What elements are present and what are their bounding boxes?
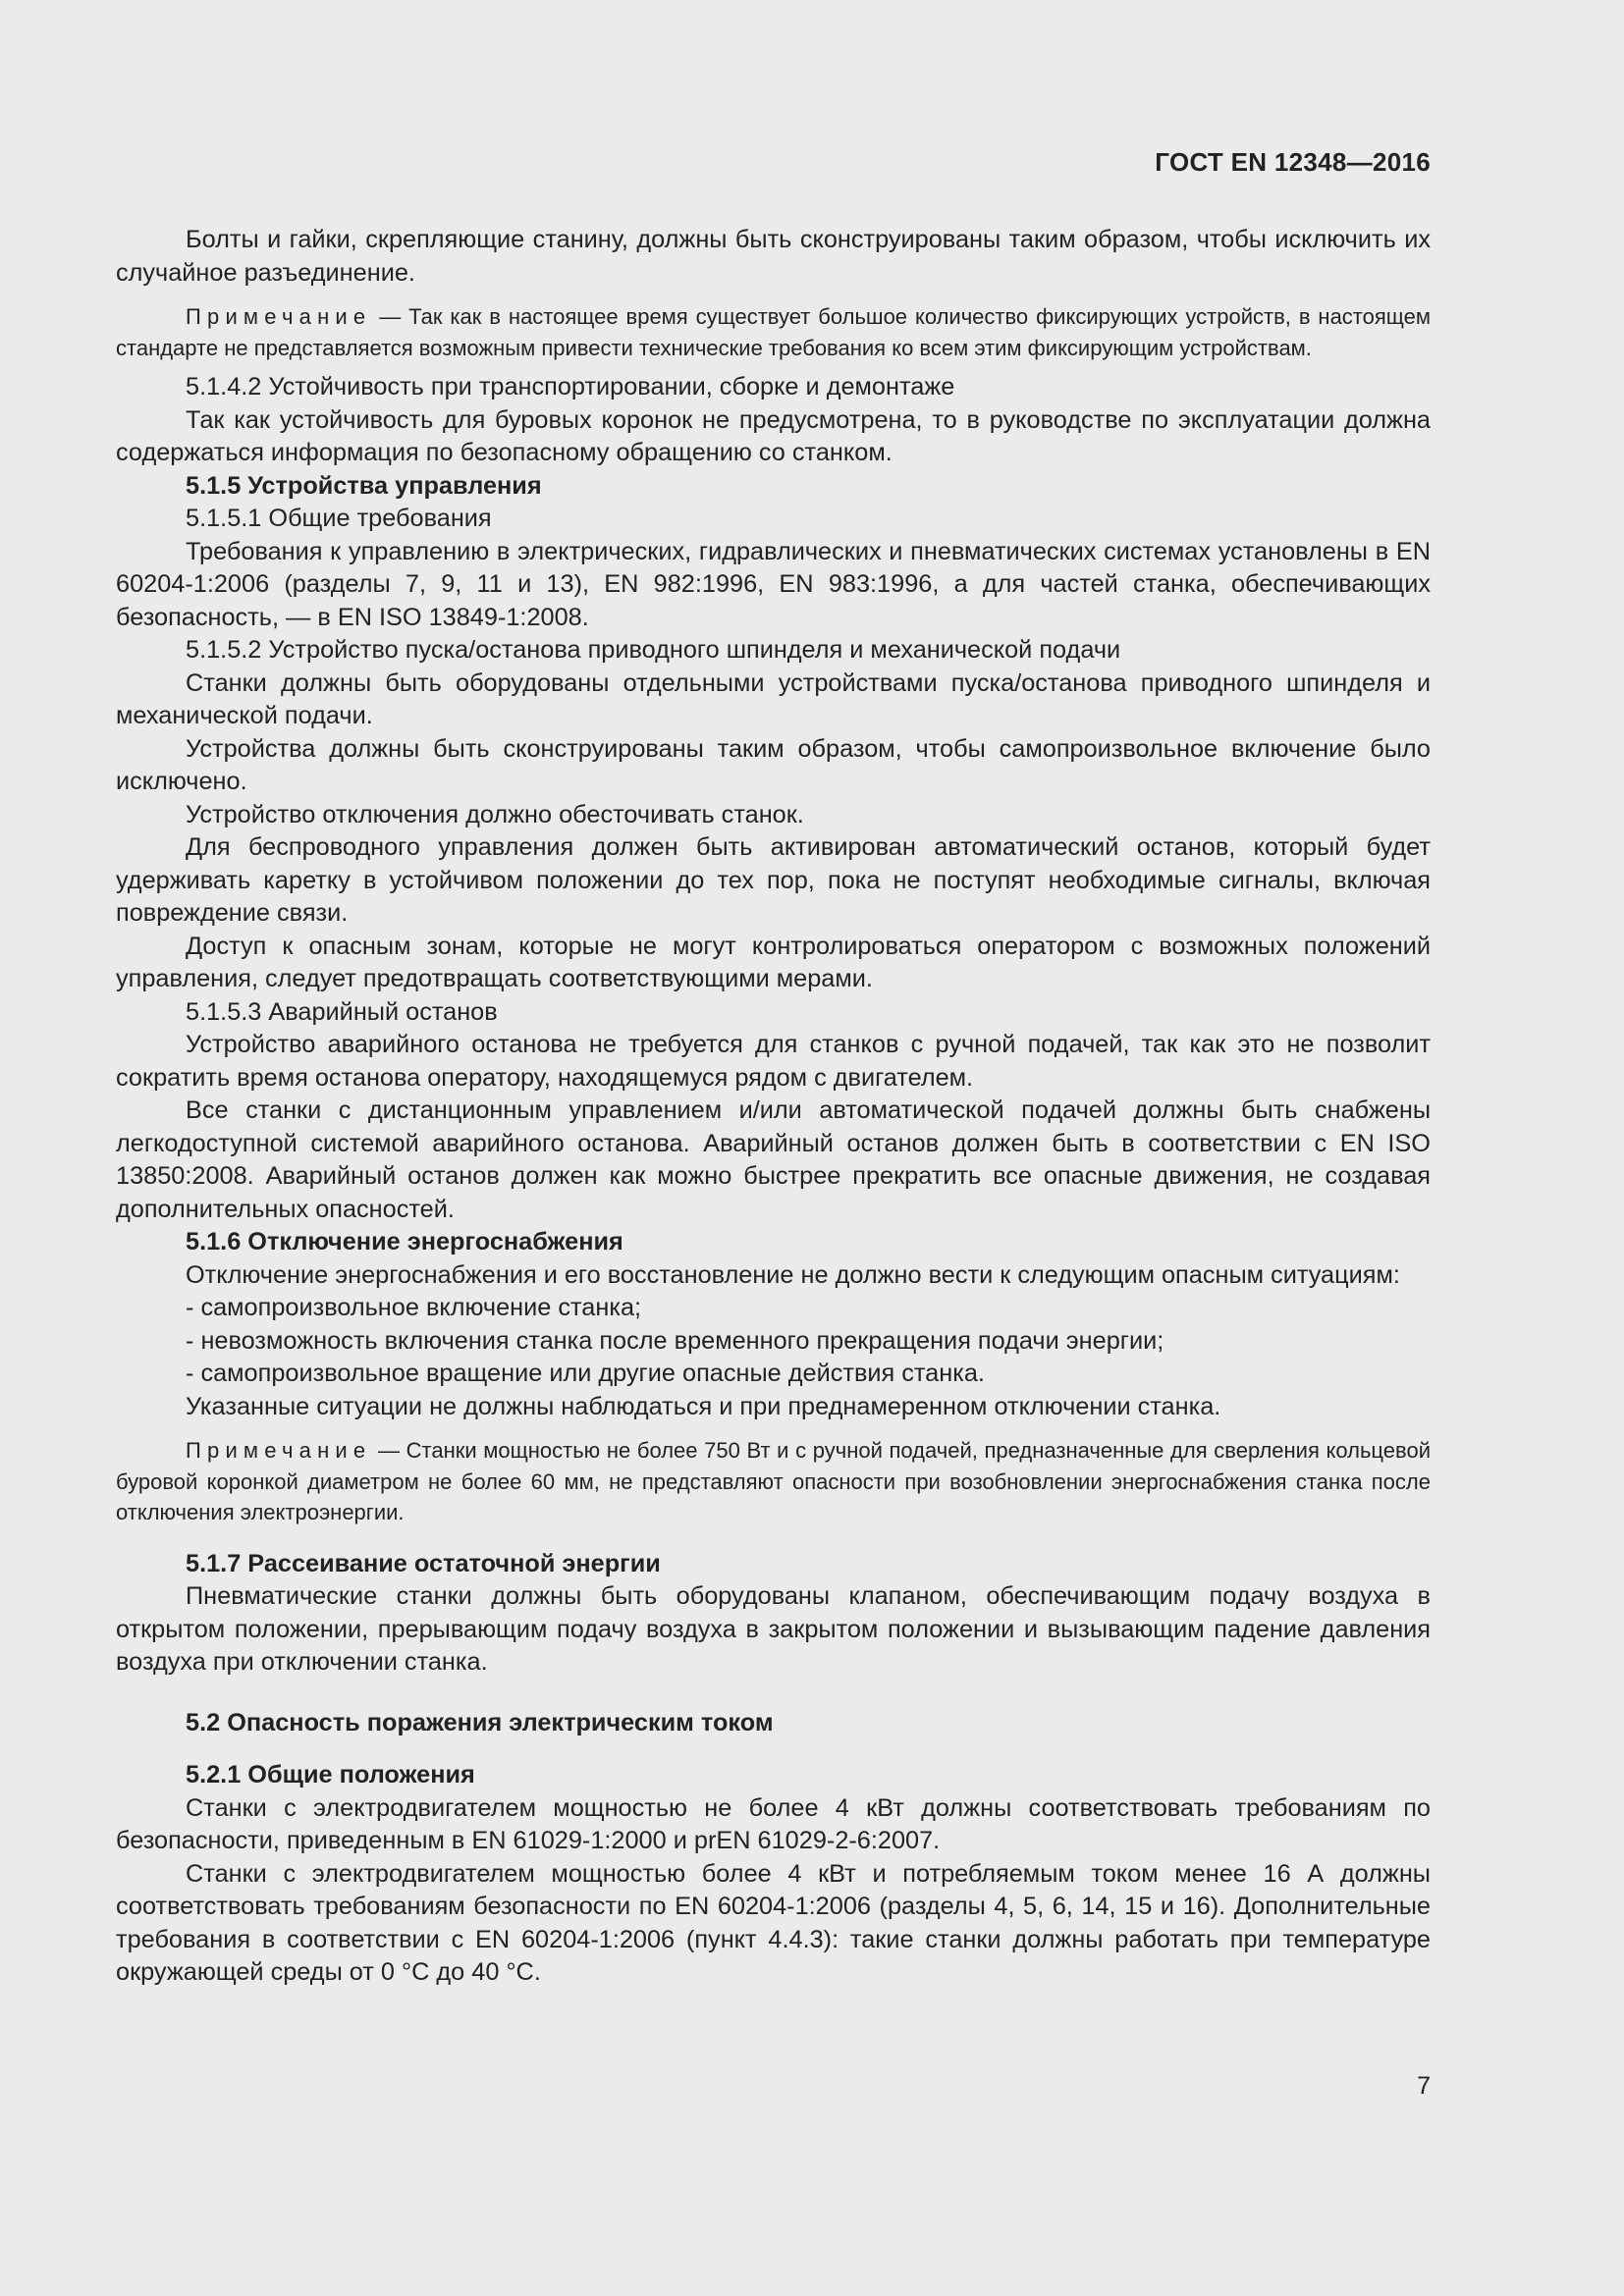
heading-5-1-4-2: 5.1.4.2 Устойчивость при транспортировании, сборке и демонтаже <box>186 373 955 400</box>
paragraph-5-1-5-3-b: Все станки с дистанционным управлением и/или автоматической подачей должны быть снабжены легкодоступной системой аварийного останова. Аварийный останов должен быть в соответствии с EN ISO 13850:2008. Аварийный останов должен как можно быстрее прекратить все опасные движения, не создавая дополнительных опасностей. <box>116 1096 1431 1223</box>
paragraph-5-1-5-1: Требования к управлению в электрических, гидравлических и пневматических системах установлены в EN 60204-1:2006 (разделы 7, 9, 11 и 13), EN 982:1996, EN 983:1996, а для частей станка, обеспечивающих безопасность, — в EN ISO 13849-1:2008. <box>116 537 1431 631</box>
paragraph-5-1-5-2-e: Доступ к опасным зонам, которые не могут контролироваться оператором с возможных положений управления, следует предотвращать соответствующими мерами. <box>116 932 1431 992</box>
note-power-restoration <box>116 1435 1431 1528</box>
page-number: 7 <box>1417 2072 1431 2100</box>
heading-5-1-5: 5.1.5 Устройства управления <box>186 471 542 500</box>
document-code-header: ГОСТ EN 12348—2016 <box>1155 147 1431 177</box>
list-item: - самопроизвольное включение станка; <box>186 1294 642 1321</box>
paragraph-5-1-6: Отключение энергоснабжения и его восстановление не должно вести к следующим опасным ситуациям: <box>186 1260 1400 1289</box>
heading-5-2: 5.2 Опасность поражения электрическим током <box>186 1708 774 1736</box>
note-text: — Станки мощностью не более 750 Вт и с ручной подачей, предназначенные для сверления кольцевой буровой коронкой диаметром не более 60 мм, не представляют опасности при возобновлении энергоснабжения станка после отключения электроэнергии. <box>116 1438 1431 1524</box>
note-label: Примечание <box>186 1438 372 1463</box>
note-text: — Так как в настоящее время существует большое количество фиксирующих устройств, в настоящем стандарте не представляется возможным привести технические требования ко всем этим фиксирующим устройствам. <box>116 304 1431 360</box>
heading-5-1-5-2: 5.1.5.2 Устройство пуска/останова приводного шпинделя и механической подачи <box>186 636 1121 664</box>
paragraph-5-1-6-b: Указанные ситуации не должны наблюдаться и при преднамеренном отключении станка. <box>186 1392 1221 1420</box>
paragraph-5-1-5-2-a: Станки должны быть оборудованы отдельными устройствами пуска/останова приводного шпинделя и механической подачи. <box>116 668 1431 729</box>
heading-5-1-5-1: 5.1.5.1 Общие требования <box>186 505 492 532</box>
paragraph-5-1-4-2: Так как устойчивость для буровых коронок не предусмотрена, то в руководстве по эксплуатации должна содержаться информация по безопасному обращению со станком. <box>116 405 1431 466</box>
paragraph-5-1-5-2-d: Для беспроводного управления должен быть активирован автоматический останов, который будет удерживать каретку в устойчивом положении до тех пор, пока не поступят необходимые сигналы, включая повреждение связи. <box>116 833 1431 927</box>
paragraph-5-1-5-2-c: Устройство отключения должно обесточивать станок. <box>186 800 804 828</box>
heading-5-1-7: 5.1.7 Рассеивание остаточной энергии <box>186 1549 661 1577</box>
note-fixing-devices <box>116 301 1431 363</box>
heading-5-1-6: 5.1.6 Отключение энергоснабжения <box>186 1228 623 1255</box>
page-content <box>116 224 1431 1990</box>
paragraph-5-1-5-3-a: Устройство аварийного останова не требуется для станков с ручной подачей, так как это не позволит сократить время останова оператору, находящемуся рядом с двигателем. <box>116 1031 1431 1092</box>
list-item: - самопроизвольное вращение или другие опасные действия станка. <box>186 1360 985 1387</box>
note-label: Примечание <box>186 304 372 329</box>
paragraph-5-2-1-b: Станки с электродвигателем мощностью более 4 кВт и потребляемым током менее 16 А должны соответствовать требованиям безопасности по EN 60204-1:2006 (разделы 4, 5, 6, 14, 15 и 16). Дополнительные требования в соответствии с EN 60204-1:2006 (пункт 4.4.3): такие станки должны работать при температуре окружающей среды от 0 °С до 40 °С. <box>116 1859 1431 1986</box>
paragraph-bolts-nuts: Болты и гайки, скрепляющие станину, должны быть сконструированы таким образом, чтобы исключить их случайное разъединение. <box>116 226 1431 287</box>
paragraph-5-2-1-a: Станки с электродвигателем мощностью не более 4 кВт должны соответствовать требованиям по безопасности, приведенным в EN 61029-1:2000 и prEN 61029-2-6:2007. <box>116 1793 1431 1854</box>
heading-5-1-5-3: 5.1.5.3 Аварийный останов <box>186 997 498 1026</box>
paragraph-5-1-7: Пневматические станки должны быть оборудованы клапаном, обеспечивающим подачу воздуха в открытом положении, прерывающим подачу воздуха в закрытом положении и вызывающим падение давления воздуха при отключении станка. <box>116 1582 1431 1676</box>
heading-5-2-1: 5.2.1 Общие положения <box>186 1761 475 1789</box>
paragraph-5-1-5-2-b: Устройства должны быть сконструированы таким образом, чтобы самопроизвольное включение было исключено. <box>116 734 1431 795</box>
list-item: - невозможность включения станка после временного прекращения подачи энергии; <box>186 1326 1164 1355</box>
